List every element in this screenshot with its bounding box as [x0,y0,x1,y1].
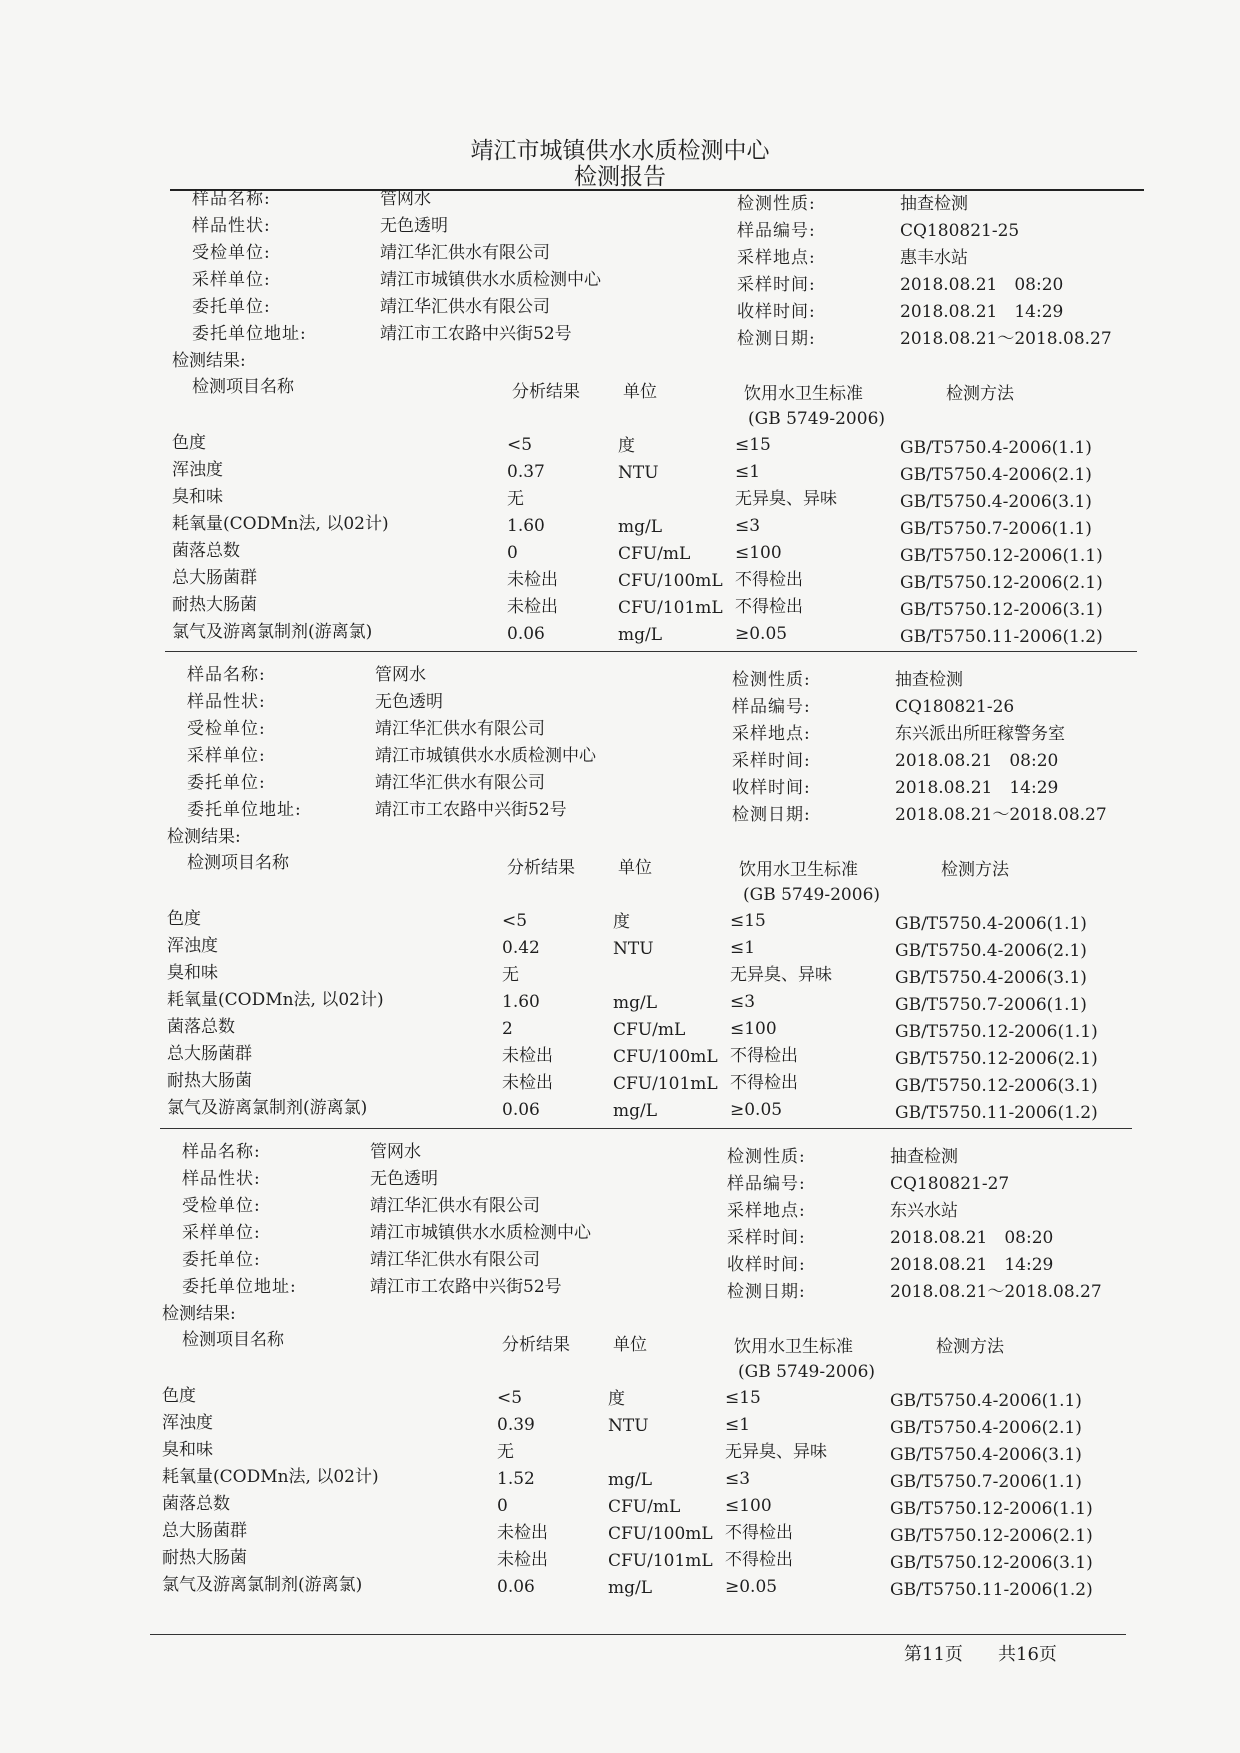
page-current: 第11页 [904,1644,963,1665]
row-unit: CFU/101mL [618,598,723,618]
sample-name-label: 样品名称: [182,1142,261,1162]
footer-rule [150,1634,1126,1635]
row-unit: CFU/101mL [613,1074,718,1094]
row-standard: ≤3 [735,516,761,536]
results-label: 检测结果: [172,351,246,371]
col-header-standard: 饮用水卫生标准 [739,860,858,880]
org-title: 靖江市城镇供水水质检测中心 [470,138,770,164]
sampling-time-label: 采样时间: [737,275,816,295]
row-result: 0.37 [507,462,545,482]
col-header-unit: 单位 [618,858,652,878]
client-unit-label: 委托单位: [192,297,271,317]
sampling-unit-label: 采样单位: [192,270,271,290]
test-nature-label: 检测性质: [727,1147,806,1167]
row-method: GB/T5750.12-2006(1.1) [900,546,1103,566]
row-method: GB/T5750.4-2006(1.1) [900,438,1092,458]
col-header-standard-ref: (GB 5749-2006) [738,1362,876,1382]
row-unit: NTU [608,1416,649,1436]
page-total: 共16页 [998,1644,1057,1665]
row-standard: ≥0.05 [725,1577,778,1597]
sample-block-1 [170,188,1170,668]
sample-block-2 [165,664,1165,1144]
receipt-time-label: 收样时间: [737,302,816,322]
row-standard: ≤3 [730,992,756,1012]
test-nature-value: 抽查检测 [895,670,963,690]
row-unit: mg/L [618,625,663,645]
row-item: 臭和味 [172,487,223,507]
row-unit: mg/L [618,517,663,537]
inspected-unit-label: 受检单位: [192,243,271,263]
receipt-time-value: 2018.08.21 14:29 [890,1255,1054,1275]
row-method: GB/T5750.11-2006(1.2) [895,1103,1098,1123]
test-date-value: 2018.08.21～2018.08.27 [900,329,1112,349]
sample-appearance-label: 样品性状: [192,216,271,236]
row-unit: CFU/101mL [608,1551,713,1571]
sample-name-label: 样品名称: [192,189,271,209]
sampling-unit-label: 采样单位: [182,1223,261,1243]
row-standard: ≤100 [730,1019,777,1039]
row-unit: CFU/100mL [613,1047,718,1067]
row-result: 0 [507,543,518,563]
row-method: GB/T5750.12-2006(2.1) [895,1049,1098,1069]
row-item: 浑浊度 [162,1413,213,1433]
sampling-site-value: 东兴派出所旺稼警务室 [895,724,1065,744]
row-method: GB/T5750.11-2006(1.2) [900,627,1103,647]
sampling-site-label: 采样地点: [727,1201,806,1221]
sample-appearance-label: 样品性状: [187,692,266,712]
row-standard: ≥0.05 [730,1100,783,1120]
test-date-value: 2018.08.21～2018.08.27 [890,1282,1102,1302]
sampling-time-label: 采样时间: [732,751,811,771]
client-unit-value: 靖江华汇供水有限公司 [375,773,545,793]
client-unit-value: 靖江华汇供水有限公司 [370,1250,540,1270]
sample-name-value: 管网水 [370,1142,421,1162]
client-address-value: 靖江市工农路中兴街52号 [380,324,572,344]
receipt-time-value: 2018.08.21 14:29 [900,302,1064,322]
row-result: 1.60 [502,992,540,1012]
sampling-time-value: 2018.08.21 08:20 [900,275,1064,295]
inspected-unit-value: 靖江华汇供水有限公司 [370,1196,540,1216]
client-unit-label: 委托单位: [187,773,266,793]
test-date-label: 检测日期: [732,805,811,825]
row-item: 氯气及游离氯制剂(游离氯) [167,1098,368,1118]
row-method: GB/T5750.4-2006(3.1) [900,492,1092,512]
col-header-standard: 饮用水卫生标准 [744,384,863,404]
row-item: 耗氧量(CODMn法, 以02计) [167,990,384,1010]
sampling-site-value: 惠丰水站 [900,248,968,268]
client-unit-label: 委托单位: [182,1250,261,1270]
row-standard: 不得检出 [730,1073,798,1093]
results-label: 检测结果: [162,1304,236,1324]
col-header-standard: 饮用水卫生标准 [734,1337,853,1357]
sample-no-label: 样品编号: [732,697,811,717]
row-standard: ≤1 [730,938,756,958]
row-method: GB/T5750.4-2006(2.1) [900,465,1092,485]
row-standard: 不得检出 [725,1523,793,1543]
row-item: 菌落总数 [167,1017,235,1037]
row-unit: CFU/mL [613,1020,686,1040]
sample-appearance-value: 无色透明 [375,692,443,712]
sampling-unit-label: 采样单位: [187,746,266,766]
row-result: 1.52 [497,1469,535,1489]
row-result: 未检出 [502,1046,553,1066]
row-unit: mg/L [608,1470,653,1490]
col-header-item: 检测项目名称 [192,377,294,397]
row-method: GB/T5750.4-2006(1.1) [890,1391,1082,1411]
row-standard: ≥0.05 [735,624,788,644]
row-standard: ≤100 [725,1496,772,1516]
row-result: 未检出 [507,570,558,590]
row-method: GB/T5750.4-2006(2.1) [895,941,1087,961]
sample-no-label: 样品编号: [737,221,816,241]
row-unit: mg/L [613,993,658,1013]
row-method: GB/T5750.12-2006(3.1) [890,1553,1093,1573]
row-method: GB/T5750.7-2006(1.1) [890,1472,1082,1492]
row-item: 色度 [162,1386,196,1406]
report-title: 检测报告 [574,164,666,190]
sampling-time-value: 2018.08.21 08:20 [890,1228,1054,1248]
inspected-unit-value: 靖江华汇供水有限公司 [375,719,545,739]
sampling-unit-value: 靖江市城镇供水水质检测中心 [380,270,601,290]
row-item: 浑浊度 [172,460,223,480]
receipt-time-value: 2018.08.21 14:29 [895,778,1059,798]
row-result: 0.06 [497,1577,535,1597]
row-standard: ≤15 [730,911,766,931]
row-standard: ≤3 [725,1469,751,1489]
row-item: 菌落总数 [162,1494,230,1514]
sampling-time-label: 采样时间: [727,1228,806,1248]
sample-no-value: CQ180821-26 [895,697,1015,717]
row-method: GB/T5750.12-2006(2.1) [890,1526,1093,1546]
inspected-unit-label: 受检单位: [187,719,266,739]
sample-no-value: CQ180821-27 [890,1174,1010,1194]
row-unit: NTU [613,939,654,959]
row-standard: 无异臭、异味 [725,1442,827,1462]
row-unit: mg/L [613,1101,658,1121]
row-result: 0.06 [507,624,545,644]
row-result: 0.06 [502,1100,540,1120]
test-nature-label: 检测性质: [737,194,816,214]
row-method: GB/T5750.4-2006(2.1) [890,1418,1082,1438]
row-result: 0 [497,1496,508,1516]
row-standard: ≤15 [735,435,771,455]
col-header-item: 检测项目名称 [182,1330,284,1350]
row-item: 耐热大肠菌 [167,1071,252,1091]
row-method: GB/T5750.11-2006(1.2) [890,1580,1093,1600]
receipt-time-label: 收样时间: [732,778,811,798]
sampling-site-label: 采样地点: [737,248,816,268]
sampling-unit-value: 靖江市城镇供水水质检测中心 [370,1223,591,1243]
test-nature-label: 检测性质: [732,670,811,690]
row-standard: 不得检出 [730,1046,798,1066]
row-method: GB/T5750.4-2006(1.1) [895,914,1087,934]
col-header-result: 分析结果 [502,1335,570,1355]
row-method: GB/T5750.12-2006(1.1) [890,1499,1093,1519]
sample-no-value: CQ180821-25 [900,221,1020,241]
row-result: 无 [507,489,524,509]
client-address-label: 委托单位地址: [187,800,302,820]
row-unit: NTU [618,463,659,483]
row-item: 耗氧量(CODMn法, 以02计) [162,1467,379,1487]
row-unit: CFU/100mL [608,1524,713,1544]
row-unit: CFU/mL [618,544,691,564]
row-item: 臭和味 [167,963,218,983]
sampling-site-label: 采样地点: [732,724,811,744]
row-item: 浑浊度 [167,936,218,956]
row-result: <5 [497,1388,523,1408]
row-method: GB/T5750.4-2006(3.1) [895,968,1087,988]
row-method: GB/T5750.12-2006(3.1) [895,1076,1098,1096]
client-unit-value: 靖江华汇供水有限公司 [380,297,550,317]
row-item: 总大肠菌群 [167,1044,252,1064]
row-unit: CFU/mL [608,1497,681,1517]
inspected-unit-value: 靖江华汇供水有限公司 [380,243,550,263]
row-standard: ≤15 [725,1388,761,1408]
row-result: 1.60 [507,516,545,536]
sample-name-label: 样品名称: [187,665,266,685]
client-address-value: 靖江市工农路中兴街52号 [370,1277,562,1297]
row-result: 2 [502,1019,513,1039]
sample-appearance-value: 无色透明 [370,1169,438,1189]
row-method: GB/T5750.7-2006(1.1) [900,519,1092,539]
row-method: GB/T5750.12-2006(3.1) [900,600,1103,620]
sample-name-value: 管网水 [380,189,431,209]
row-result: <5 [507,435,533,455]
sampling-unit-value: 靖江市城镇供水水质检测中心 [375,746,596,766]
client-address-label: 委托单位地址: [182,1277,297,1297]
row-item: 色度 [172,433,206,453]
row-standard: ≤100 [735,543,782,563]
results-label: 检测结果: [167,827,241,847]
receipt-time-label: 收样时间: [727,1255,806,1275]
row-unit: mg/L [608,1578,653,1598]
sample-no-label: 样品编号: [727,1174,806,1194]
sample-block-3 [160,1141,1160,1621]
row-item: 色度 [167,909,201,929]
col-header-unit: 单位 [613,1335,647,1355]
row-item: 总大肠菌群 [172,568,257,588]
test-date-label: 检测日期: [737,329,816,349]
sampling-time-value: 2018.08.21 08:20 [895,751,1059,771]
client-address-label: 委托单位地址: [192,324,307,344]
row-result: 无 [497,1442,514,1462]
sample-appearance-value: 无色透明 [380,216,448,236]
col-header-item: 检测项目名称 [187,853,289,873]
row-result: 未检出 [497,1550,548,1570]
row-result: 未检出 [497,1523,548,1543]
row-unit: CFU/100mL [618,571,723,591]
row-standard: ≤1 [725,1415,751,1435]
row-result: 未检出 [507,597,558,617]
row-method: GB/T5750.7-2006(1.1) [895,995,1087,1015]
col-header-method: 检测方法 [936,1337,1004,1357]
row-standard: 无异臭、异味 [735,489,837,509]
col-header-result: 分析结果 [512,382,580,402]
row-result: 0.42 [502,938,540,958]
test-nature-value: 抽查检测 [900,194,968,214]
row-item: 臭和味 [162,1440,213,1460]
row-standard: 不得检出 [725,1550,793,1570]
row-item: 氯气及游离氯制剂(游离氯) [162,1575,363,1595]
inspected-unit-label: 受检单位: [182,1196,261,1216]
col-header-standard-ref: (GB 5749-2006) [748,409,886,429]
client-address-value: 靖江市工农路中兴街52号 [375,800,567,820]
test-date-value: 2018.08.21～2018.08.27 [895,805,1107,825]
row-standard: 无异臭、异味 [730,965,832,985]
row-standard: ≤1 [735,462,761,482]
row-standard: 不得检出 [735,570,803,590]
row-method: GB/T5750.12-2006(1.1) [895,1022,1098,1042]
row-method: GB/T5750.4-2006(3.1) [890,1445,1082,1465]
row-item: 菌落总数 [172,541,240,561]
row-item: 耗氧量(CODMn法, 以02计) [172,514,389,534]
test-nature-value: 抽查检测 [890,1147,958,1167]
col-header-method: 检测方法 [946,384,1014,404]
row-result: 未检出 [502,1073,553,1093]
sample-name-value: 管网水 [375,665,426,685]
row-unit: 度 [608,1389,625,1409]
row-method: GB/T5750.12-2006(2.1) [900,573,1103,593]
col-header-unit: 单位 [623,382,657,402]
row-unit: 度 [618,436,635,456]
sampling-site-value: 东兴水站 [890,1201,958,1221]
col-header-result: 分析结果 [507,858,575,878]
row-result: 无 [502,965,519,985]
sample-appearance-label: 样品性状: [182,1169,261,1189]
col-header-method: 检测方法 [941,860,1009,880]
row-result: 0.39 [497,1415,535,1435]
row-unit: 度 [613,912,630,932]
col-header-standard-ref: (GB 5749-2006) [743,885,881,905]
row-standard: 不得检出 [735,597,803,617]
row-item: 氯气及游离氯制剂(游离氯) [172,622,373,642]
row-item: 耐热大肠菌 [172,595,257,615]
row-item: 耐热大肠菌 [162,1548,247,1568]
row-item: 总大肠菌群 [162,1521,247,1541]
test-date-label: 检测日期: [727,1282,806,1302]
row-result: <5 [502,911,528,931]
